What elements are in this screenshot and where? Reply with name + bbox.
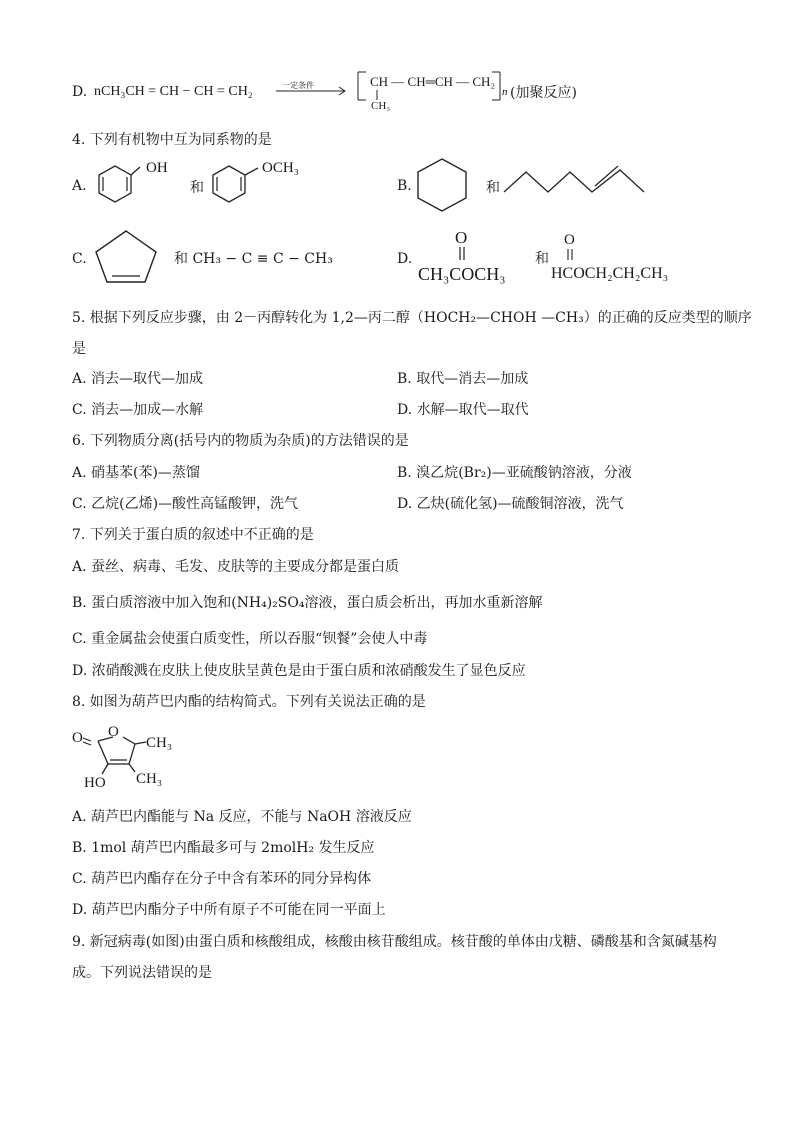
q9-stem-line2: 成。下列说法错误的是 — [72, 965, 212, 981]
q4-option-a-and: 和 — [190, 180, 204, 196]
q7-option-d: D. 浓硝酸溅在皮肤上使皮肤呈黄色是由于蛋白质和浓硝酸发生了显色反应 — [72, 663, 526, 679]
q3-product-chain: CH — CH═CH — CH₂ — [370, 74, 495, 89]
q8-option-b: B. 1mol 葫芦巴内酯最多可与 2molH₂ 发生反应 — [72, 840, 375, 856]
q4-option-a-label: A. — [72, 178, 87, 194]
q4-hexene-structure — [502, 164, 648, 198]
q5-stem-line1: 5. 根据下列反应步骤，由 2－丙醇转化为 1,2—丙二醇（HOCH₂—CHOH —CH₃）的正确的反应类型的顺序 — [72, 310, 752, 326]
q3-reaction-condition: 一定条件 — [282, 81, 314, 90]
q8-ring-o: O — [108, 724, 119, 740]
q8-ch3-a: CH₃ — [146, 735, 173, 751]
q5-option-d: D. 水解—取代—取代 — [397, 402, 529, 418]
q4-d-carbonyl-o-2: O — [564, 232, 575, 248]
q8-option-a: A. 葫芦巴内酯能与 Na 反应，不能与 NaOH 溶液反应 — [72, 809, 412, 825]
q5-stem-line2: 是 — [72, 341, 86, 357]
q7-stem: 7. 下列关于蛋白质的叙述中不正确的是 — [72, 527, 314, 543]
q7-option-c: C. 重金属盐会使蛋白质变性，所以吞服“钡餐”会使人中毒 — [72, 631, 428, 647]
q3-option-d-reactant: nCH₃CH = CH − CH = CH₂ — [94, 84, 253, 99]
q4-option-b-and: 和 — [486, 180, 500, 196]
q3-product-branch: CH₃ — [371, 100, 391, 112]
q4-anisole-structure — [206, 158, 266, 210]
q4-option-c-text: 和 CH₃ − C ≡ C − CH₃ — [174, 251, 333, 267]
q6-option-a: A. 硝基苯(苯)—蒸馏 — [72, 465, 200, 481]
q4-d-double-bond-1 — [456, 246, 470, 262]
q4-d-formula-2: HCOCH₂CH₂CH₃ — [551, 265, 669, 282]
q7-option-a: A. 蚕丝、病毒、毛发、皮肤等的主要成分都是蛋白质 — [72, 559, 400, 575]
q4-option-d-label: D. — [397, 251, 413, 267]
q8-option-d: D. 葫芦巴内酯分子中所有原子不可能在同一平面上 — [72, 902, 386, 918]
q8-carbonyl-o: O — [72, 730, 83, 746]
q6-option-b: B. 溴乙烷(Br₂)—亚硫酸钠溶液，分液 — [397, 465, 632, 481]
q3-subscript-n: n — [502, 86, 508, 98]
q4-cyclopentene-structure — [90, 228, 162, 286]
q5-option-a: A. 消去—取代—加成 — [72, 371, 204, 387]
q5-option-c: C. 消去—加成—水解 — [72, 402, 204, 418]
q7-option-b: B. 蛋白质溶液中加入饱和(NH₄)₂SO₄溶液，蛋白质会析出，再加水重新溶解 — [72, 595, 543, 611]
q4-option-b-label: B. — [397, 178, 412, 194]
q4-cyclohexane-structure — [414, 156, 470, 214]
q8-option-c: C. 葫芦巴内酯存在分子中含有苯环的同分异构体 — [72, 871, 372, 887]
q4-option-d-and: 和 — [535, 251, 549, 267]
q3-reaction-arrow — [276, 85, 348, 97]
q8-ho: HO — [84, 775, 106, 791]
q4-d-formula-1: CH₃COCH₃ — [418, 264, 506, 284]
q6-stem: 6. 下列物质分离(括号内的物质为杂质)的方法错误的是 — [72, 433, 409, 449]
q4-phenol-oh: OH — [146, 160, 168, 176]
q6-option-c: C. 乙烷(乙烯)—酸性高锰酸钾，洗气 — [72, 496, 299, 512]
q4-stem: 4. 下列有机物中互为同系物的是 — [72, 132, 272, 148]
q3-option-d-label: D. — [72, 84, 88, 100]
q6-option-d: D. 乙炔(硫化氢)—硫酸铜溶液，洗气 — [397, 496, 624, 512]
q4-anisole-och3: OCH₃ — [262, 160, 299, 176]
q4-d-carbonyl-o-1: O — [455, 228, 468, 247]
q3-reaction-type-note: (加聚反应) — [510, 85, 577, 101]
q5-option-b: B. 取代—消去—加成 — [397, 371, 529, 387]
q4-phenol-structure — [92, 158, 142, 210]
q9-stem-line1: 9. 新冠病毒(如图)由蛋白质和核酸组成，核酸由核苷酸组成。核苷酸的单体由戊糖、磷酸基和含氮碱基构 — [72, 934, 717, 950]
q4-option-c-label: C. — [72, 251, 87, 267]
q8-stem: 8. 如图为葫芦巴内酯的结构简式。下列有关说法正确的是 — [72, 694, 426, 710]
q8-ch3-b: CH₃ — [136, 771, 163, 787]
q4-d-double-bond-2 — [565, 248, 577, 262]
